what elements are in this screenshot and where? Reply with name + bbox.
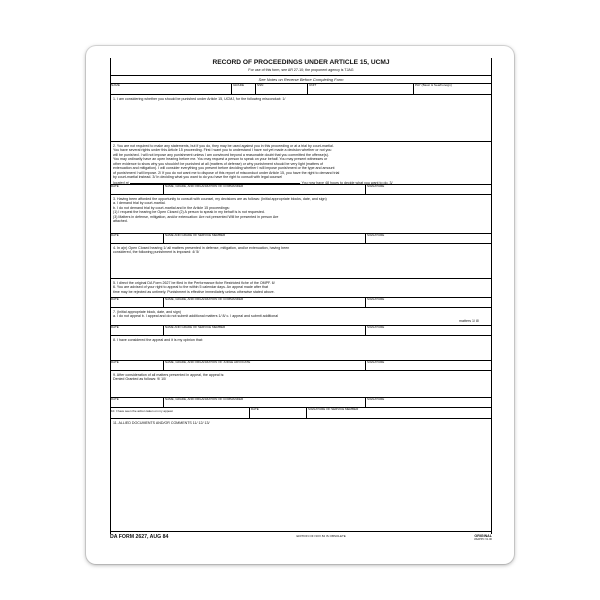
section-9 [110, 371, 492, 398]
s2-line: extenuation and mitigation). I will consider everything you present before deciding whether I will impose punishment or the type and amount [113, 166, 335, 171]
s7-option-c-tail: matters 1/ 8/ [459, 318, 479, 323]
s3-option-b[interactable]: b. I do not demand trial by court-martial and in the Article 15 proceedings: [113, 205, 230, 210]
section-8 [110, 336, 492, 361]
s2-line: other evidence to show why you shouldn't be punished at all (matters of defense) or why punishment should be very light (matters of [113, 161, 324, 166]
commander-field[interactable]: NAME, GRADE, AND ORGANIZATION OF COMMANDER [164, 298, 366, 307]
s11-text: 11. ALLIED DOCUMENTS AND/OR COMMENTS 11/ 12/ 13/ [113, 420, 210, 425]
date-field[interactable]: DATE [110, 234, 164, 243]
s2-located: located at [113, 180, 129, 185]
signature-row-3 [110, 298, 492, 308]
s8-text: 8. I have considered the appeal and it is my opinion that: [113, 337, 203, 342]
signature-field[interactable]: SIGNATURE [367, 232, 385, 237]
s10-text: 10. I have seen the action taken on my appeal. [110, 408, 250, 418]
s3-attached: attached. [113, 219, 128, 224]
section-10-row [110, 408, 492, 419]
judge-advocate-field[interactable]: NAME, GRADE, AND ORGANIZATION OF JUDGE ADVOCATE [164, 361, 366, 370]
edition-note: EDITION OF NOV 82 IS OBSOLETE [296, 534, 346, 538]
header-fields-row [110, 84, 492, 95]
s7-intro: 7. (Initial appropriate block, date, and sign) [113, 309, 181, 314]
s2-line: 2. You are not required to make any statements, but if you do, they may be used against you in this proceeding or at a trial by court-martial. [113, 143, 334, 148]
commander-field[interactable]: NAME, GRADE, AND ORGANIZATION OF COMMANDER [164, 398, 366, 407]
date-field[interactable]: DATE [110, 298, 164, 307]
form-number: DA FORM 2627, AUG 84 [110, 534, 169, 540]
s4-line: 4. In a(n) Open Closed hearing 1/ all matters presented in defense, mitigation, and/or extenuation, having been [113, 245, 290, 250]
original-label: ORIGINAL [474, 534, 492, 538]
usappc-label: USAPPC V1.00 [473, 538, 492, 542]
section-1-text: 1. I am considering whether you should be punished under Article 15, UCMJ, for the following misconduct: 1/ [113, 96, 286, 101]
signature-row-5 [110, 361, 492, 371]
signature-field[interactable]: SIGNATURE [367, 396, 385, 401]
service-member-signature-field[interactable]: SIGNATURE OF SERVICE MEMBER [308, 406, 359, 411]
pay-field[interactable]: PAY (Basic & Sea/Foreign) [415, 82, 452, 87]
section-3 [110, 195, 492, 234]
grade-field[interactable]: GRADE [232, 84, 256, 94]
s3-option-a[interactable]: a. I demand trial by court-martial. [113, 201, 166, 206]
date-field[interactable]: DATE [110, 361, 164, 370]
section-7 [110, 308, 492, 326]
s2-line: by court-martial instead. 3/ In deciding what you want to do you have the right to consult with legal counsel [113, 175, 283, 180]
s9-options[interactable]: Denied Granted as follows: 9/ 10/ [113, 377, 167, 382]
signature-row-1 [110, 185, 492, 195]
s3-item-1[interactable]: (1) I request the hearing be Open Closed (2) A person to speak in my behalf is is not requested. [113, 210, 265, 215]
s2-line: You have several rights under this Article 15 proceeding. First I want you to understand I have not yet made a decision whether or not you [113, 148, 332, 153]
s3-item-3[interactable]: (3) Matters in defense, mitigation, and/or extenuation: Are not presented Will be presented in person Are [113, 214, 279, 219]
name-field[interactable]: NAME [110, 84, 232, 94]
s4-line: considered, the following punishment is imposed: 4/ 5/ [113, 250, 200, 255]
signature-row-6 [110, 398, 492, 408]
da-form-2627 [110, 58, 492, 550]
signature-field[interactable]: SIGNATURE [367, 183, 385, 188]
located-input[interactable] [130, 180, 300, 184]
section-11 [110, 419, 492, 441]
s9-intro: 9. After consideration of all matters presented in appeal, the appeal is: [113, 372, 225, 377]
date-field[interactable]: DATE [110, 326, 164, 335]
section-5-6 [110, 279, 492, 298]
service-member-field[interactable]: NAME AND GRADE OF SERVICE MEMBER [164, 326, 366, 335]
s2-hours: . You now have 48 hours to decide what you want to do. 3/ [299, 180, 393, 185]
s5-text: 5. I direct the original DA Form 2627 be filed in the Performance fiche Restricted fiche of the OMPF. 6/ [113, 280, 275, 285]
ssn-field[interactable]: SSN [256, 84, 308, 94]
s10-date-field[interactable]: DATE [250, 408, 307, 418]
form-note: See Notes on Reverse Before Completing Form [110, 75, 492, 84]
commander-field[interactable]: NAME, GRADE, AND ORGANIZATION OF COMMANDER [164, 185, 366, 194]
signature-field[interactable]: SIGNATURE [367, 324, 385, 329]
s2-line: You may ordinarily have an open hearing before me. You may request a person to speak on your behalf. You may present witnesses or [113, 157, 328, 162]
section-1 [110, 95, 492, 142]
form-footer [110, 531, 492, 550]
s6-line: time may be rejected as untimely. Punishment is effective immediately unless otherwise stated above. [113, 289, 275, 294]
section-2 [110, 142, 492, 185]
date-field[interactable]: DATE [110, 398, 164, 407]
date-field[interactable]: DATE [110, 185, 164, 194]
form-subtitle: For use of this form, see AR 27-10; the proponent agency is TJAG [248, 68, 354, 73]
s2-line: will be punished. I will not impose any punishment unless I am convinced beyond a reasonable doubt that you committed the offense(s). [113, 152, 329, 157]
signature-field[interactable]: SIGNATURE [367, 359, 385, 364]
unit-field[interactable]: UNIT [308, 84, 414, 94]
signature-row-2 [110, 234, 492, 244]
service-member-field[interactable]: NAME AND GRADE OF SERVICE MEMBER [164, 234, 366, 243]
s6-line: 6. You are advised of your right to appeal to the within 5 calendar days. An appeal made after that [113, 285, 269, 290]
signature-row-4 [110, 326, 492, 336]
s2-line: of punishment I will impose. 2/ If you do not want me to dispose of this report of misconduct under Article 15, you have the right to demand trial [113, 170, 340, 175]
form-title: RECORD OF PROCEEDINGS UNDER ARTICLE 15, UCMJ [212, 59, 390, 66]
s7-options[interactable]: a. I do not appeal b. I appeal and do not submit additional matters 1/ 8/ c. I appeal and submit additional [113, 314, 279, 319]
s3-intro: 3. Having been afforded the opportunity to consult with counsel, my decisions are as follows: (Initial appropriate blocks, date, and sign) [113, 196, 327, 201]
signature-field[interactable]: SIGNATURE [367, 296, 385, 301]
section-4 [110, 244, 492, 279]
